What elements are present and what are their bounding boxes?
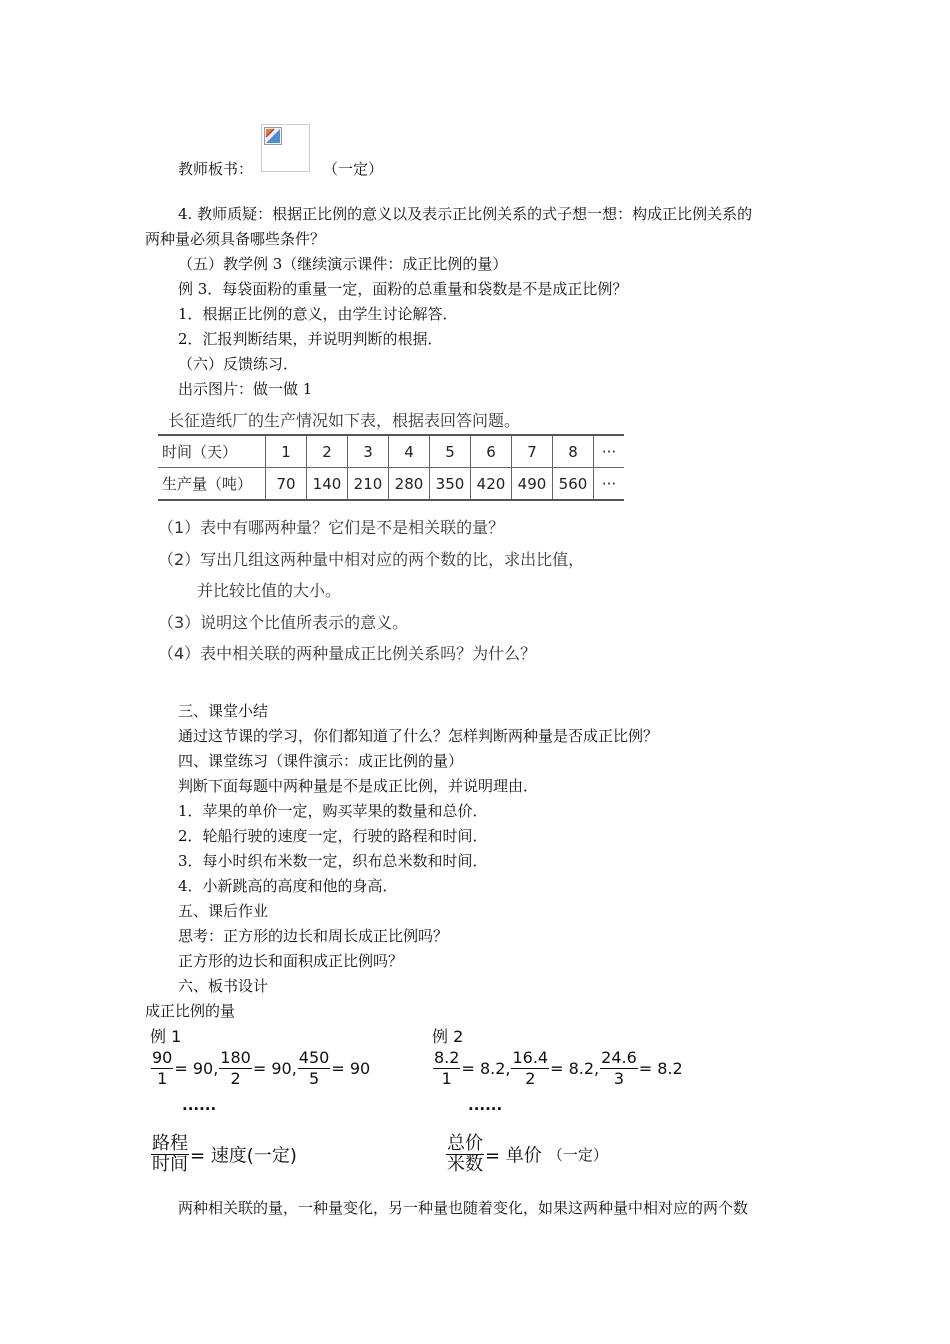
paragraph: 出示图片：做一做 1 (178, 380, 313, 398)
equation-result: = 8.2 (638, 1059, 683, 1078)
fraction-numerator: 450 (298, 1048, 330, 1067)
table-cell: 70 (266, 468, 307, 501)
example-2-equation (432, 1048, 683, 1089)
section-heading: （五）教学例 3（继续演示课件：成正比例的量） (178, 255, 508, 273)
formula-suffix: （一定） (547, 1146, 608, 1164)
equation-result: = 90 (331, 1059, 371, 1078)
paragraph: 通过这节课的学习，你们都知道了什么？怎样判断两种量是否成正比例？ (178, 727, 659, 745)
ellipsis-dots: ...... (182, 1096, 217, 1114)
table-cell: 时间（天） (158, 435, 266, 468)
price-formula (445, 1134, 608, 1175)
table-cell: ··· (594, 435, 625, 468)
exercise-question: （2）写出几组这两种量中相对应的两个数的比，求出比值， (158, 550, 585, 569)
table-cell: 5 (430, 435, 471, 468)
production-table (158, 434, 624, 501)
exercise-question: （1）表中有哪两种量？它们是不是相关联的量？ (158, 518, 505, 537)
fraction-denominator: 3 (613, 1069, 625, 1088)
speed-formula (150, 1134, 297, 1175)
table-cell: 1 (266, 435, 307, 468)
fraction-numerator: 16.4 (512, 1048, 549, 1067)
teacher-board-label: 教师板书： (178, 160, 254, 178)
list-item: 4．小新跳高的高度和他的身高． (178, 877, 398, 895)
example-1-equation (150, 1048, 370, 1089)
table-cell: 8 (553, 435, 594, 468)
paragraph: 例 3．每袋面粉的重量一定，面粉的总重量和袋数是不是成正比例？ (178, 280, 628, 298)
exercise-question: （4）表中相关联的两种量成正比例关系吗？为什么？ (158, 644, 537, 663)
paragraph: 正方形的边长和面积成正比例吗？ (178, 952, 404, 970)
table-cell: 490 (512, 468, 553, 501)
table-cell: 420 (471, 468, 512, 501)
teacher-board-suffix: （一定） (323, 160, 384, 178)
equation-result: = 90, (252, 1059, 297, 1078)
section-heading: 五、课后作业 (178, 902, 269, 920)
section-heading: 六、板书设计 (178, 977, 269, 995)
table-cell: 210 (348, 468, 389, 501)
table-cell: 生产量（吨） (158, 468, 266, 501)
fraction-numerator: 总价 (447, 1133, 483, 1154)
table-cell: 6 (471, 435, 512, 468)
fraction-numerator: 180 (220, 1048, 251, 1067)
table-cell: 140 (307, 468, 348, 501)
exercise-question: （3）说明这个比值所表示的意义。 (158, 613, 409, 632)
paragraph: 两种量必须具备哪些条件？ (145, 230, 326, 248)
equation-result: = 90, (174, 1059, 219, 1078)
board-title: 成正比例的量 (145, 1002, 236, 1020)
table-cell: 280 (389, 468, 430, 501)
fraction-denominator: 5 (308, 1069, 320, 1088)
fraction-denominator: 时间 (152, 1154, 188, 1175)
fraction-denominator: 2 (230, 1069, 241, 1088)
fraction-denominator: 米数 (447, 1154, 483, 1175)
table-cell: ··· (594, 468, 625, 501)
list-item: 1．根据正比例的意义，由学生讨论解答． (178, 305, 458, 323)
formula-rhs: = 速度(一定) (190, 1145, 297, 1167)
table-cell: 7 (512, 435, 553, 468)
table-cell: 560 (553, 468, 594, 501)
list-item: 2．轮船行驶的速度一定，行驶的路程和时间． (178, 827, 488, 845)
fraction-numerator: 8.2 (434, 1048, 460, 1067)
example-1-label: 例 1 (150, 1027, 182, 1046)
fraction-denominator: 1 (157, 1069, 168, 1088)
equation-result: = 8.2, (461, 1059, 511, 1078)
fraction-numerator: 24.6 (601, 1048, 637, 1067)
formula-rhs: = 单价 (485, 1145, 542, 1167)
list-item: 1．苹果的单价一定，购买苹果的数量和总价． (178, 802, 488, 820)
paragraph: 两种相关联的量，一种量变化，另一种量也随着变化，如果这两种量中相对应的两个数 (178, 1199, 749, 1217)
list-item: 2．汇报判断结果，并说明判断的根据． (178, 330, 443, 348)
table-cell: 4 (389, 435, 430, 468)
exercise-intro: 长征造纸厂的生产情况如下表，根据表回答问题。 (168, 411, 521, 430)
section-heading: 四、课堂练习（课件演示：成正比例的量） (178, 752, 464, 770)
example-2-label: 例 2 (432, 1027, 464, 1046)
fraction-numerator: 路程 (152, 1133, 188, 1154)
paragraph: 判断下面每题中两种量是不是成正比例，并说明理由． (178, 777, 539, 795)
table-cell: 2 (307, 435, 348, 468)
fraction-numerator: 90 (152, 1048, 173, 1067)
section-heading: 三、课堂小结 (178, 702, 269, 720)
table-cell: 350 (430, 468, 471, 501)
ellipsis-dots: ...... (468, 1096, 503, 1114)
equation-result: = 8.2, (550, 1059, 600, 1078)
fraction-denominator: 1 (441, 1069, 452, 1088)
paragraph: 4. 教师质疑：根据正比例的意义以及表示正比例关系的式子想一想：构成正比例关系的 (178, 205, 753, 223)
section-heading: （六）反馈练习． (178, 355, 299, 373)
exercise-question: 并比较比值的大小。 (197, 581, 342, 600)
list-item: 3．每小时织布米数一定，织布总米数和时间． (178, 852, 488, 870)
fraction-denominator: 2 (525, 1069, 536, 1088)
table-cell: 3 (348, 435, 389, 468)
table-row (158, 468, 624, 501)
paragraph: 思考：正方形的边长和周长成正比例吗？ (178, 927, 449, 945)
table-row (158, 435, 624, 468)
broken-image-icon (261, 124, 310, 172)
